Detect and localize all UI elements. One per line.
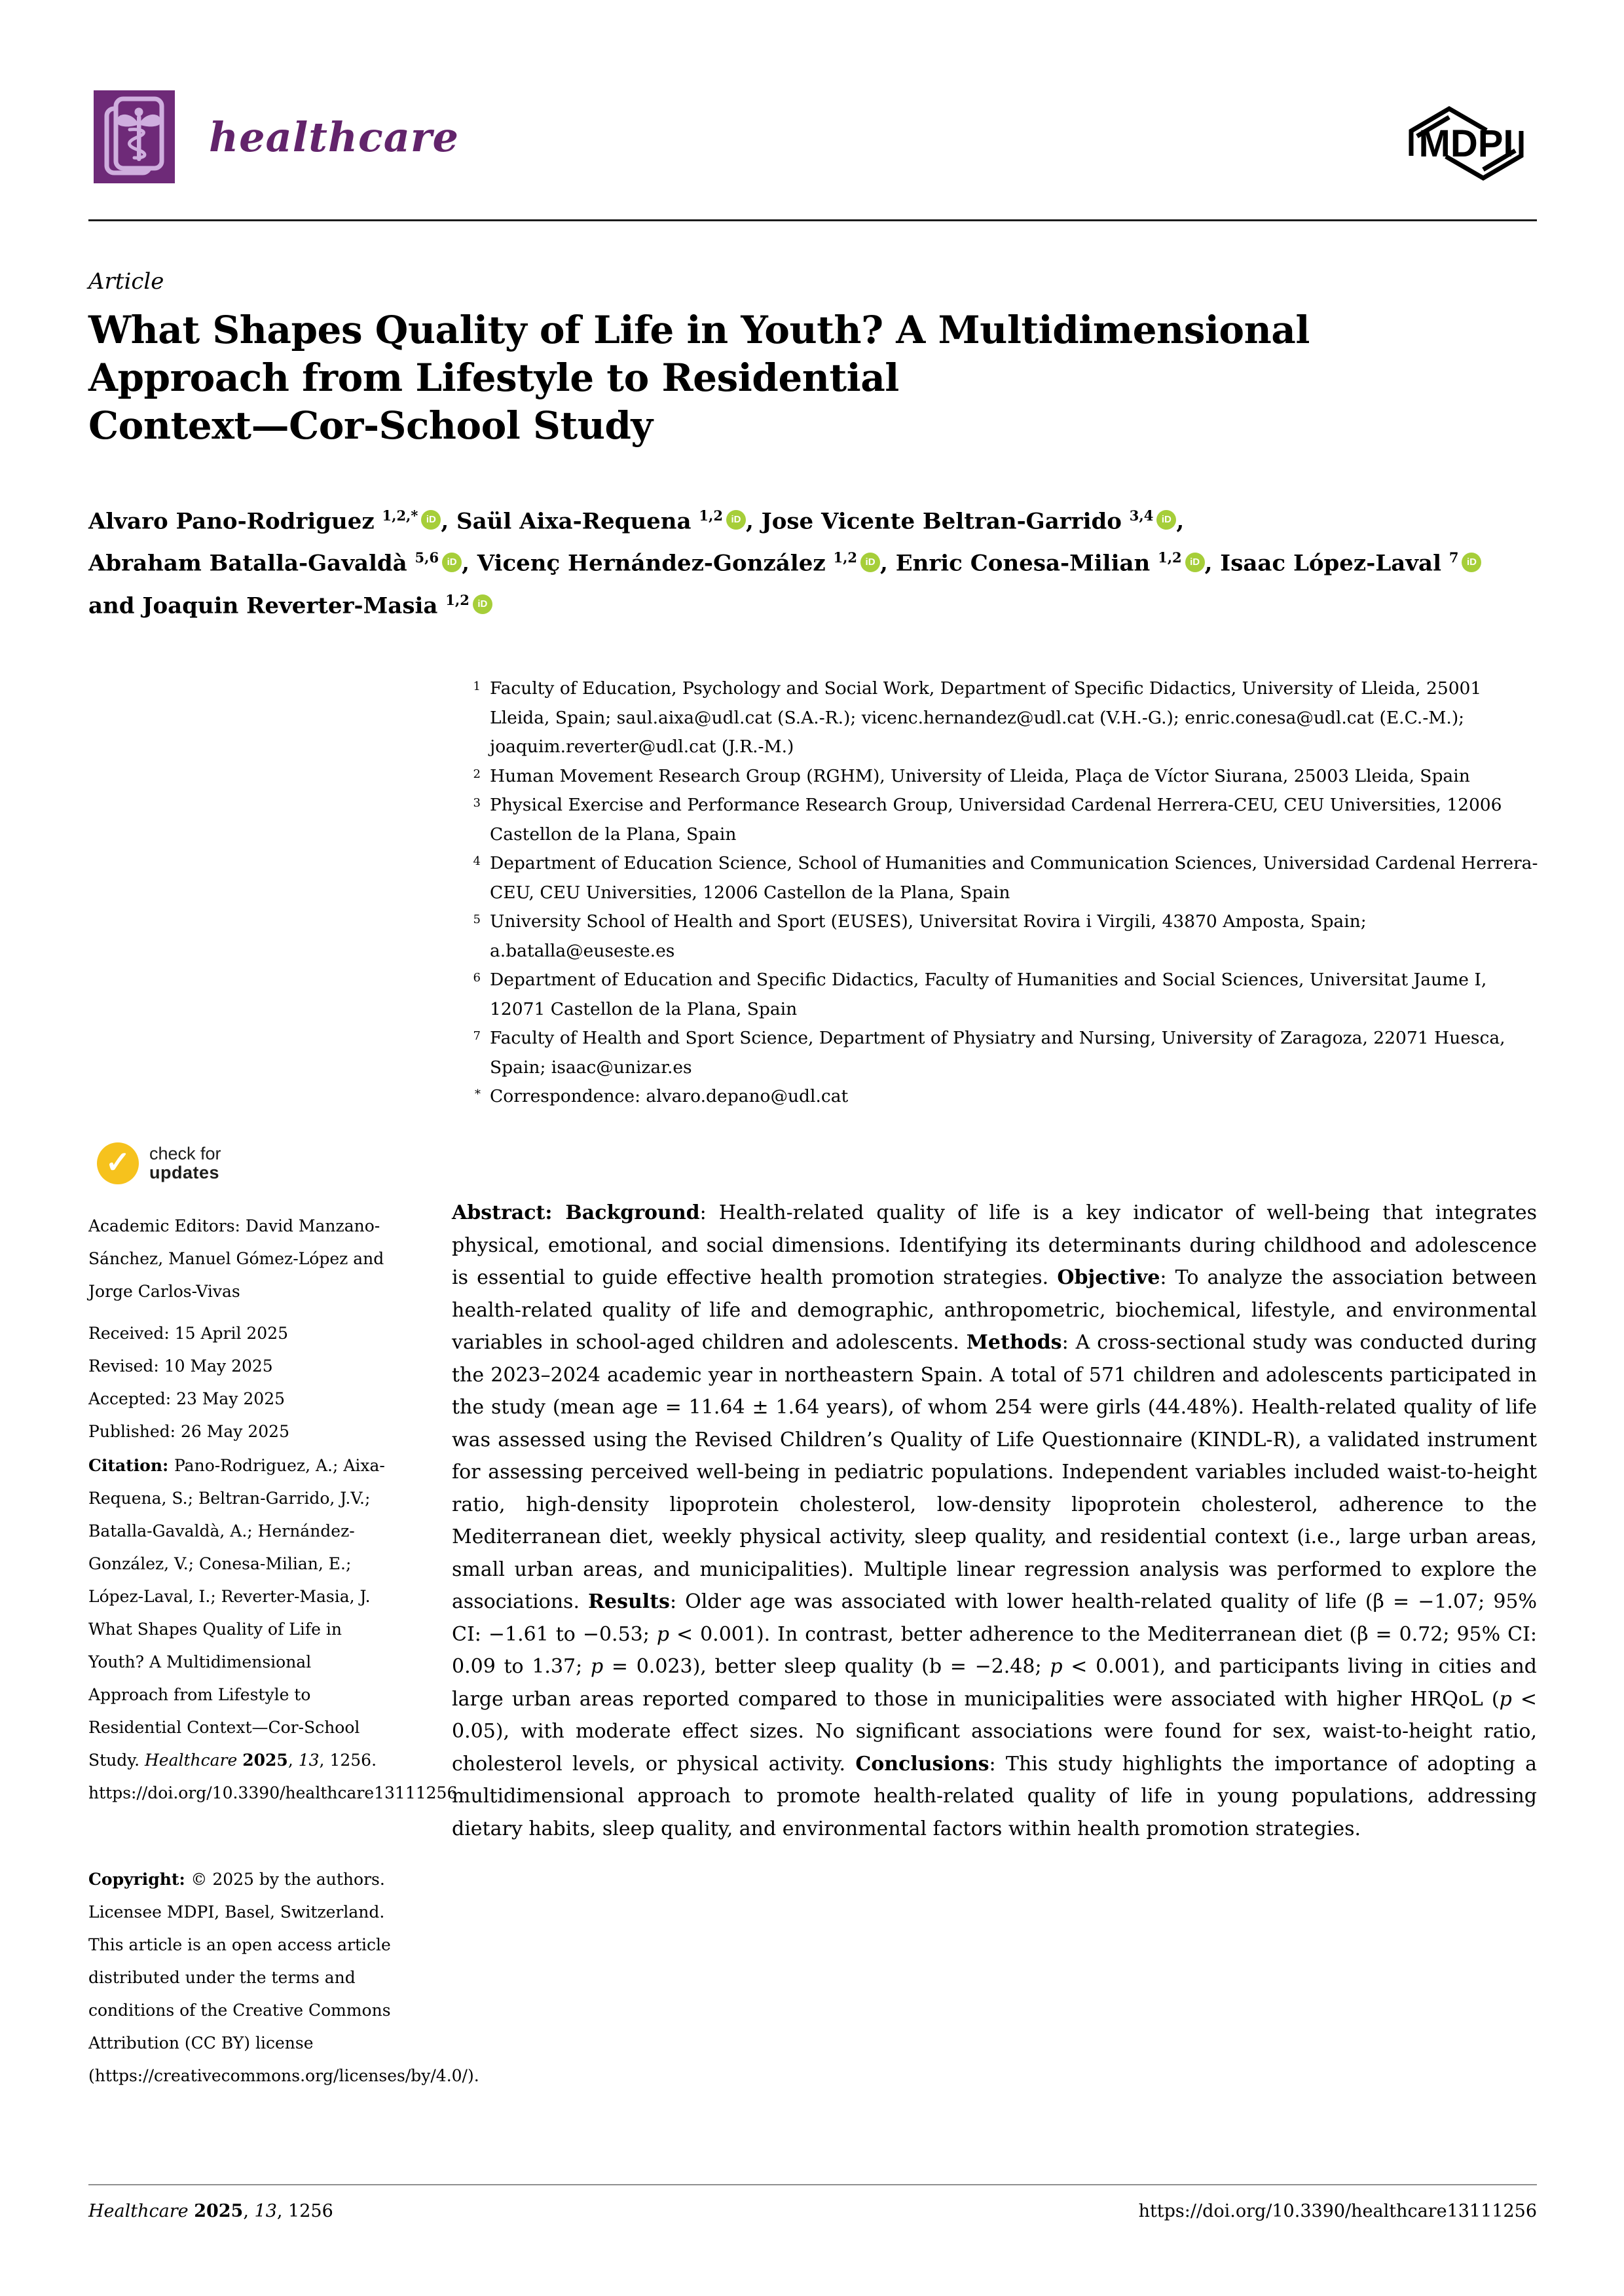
text-segment: © 2025 by the authors. Licensee MDPI, Basel, Switzerland. This article is an open access article distributed under the terms and conditions of the Creative Commons Attribution (CC BY) license (https://creativecommons.org/licenses/by/4.0/). <box>88 1870 479 2085</box>
correspondence-note <box>452 1082 1539 1112</box>
mdpi-logo <box>1407 103 1526 186</box>
svg-text:MDPI: MDPI <box>1418 122 1514 165</box>
text-segment: Results <box>588 1590 670 1613</box>
orcid-icon[interactable]: iD <box>1462 553 1481 572</box>
mdpi-hexagon-icon <box>1407 103 1526 183</box>
affiliation-number: 1 <box>473 680 481 693</box>
text-segment: : A cross-sectional study was conducted during the 2023–2024 academic year in northeastern Spain. A total of 571 children and adolescents participated in the study (mean age = 11.64 ± 1.64 years), of whom 254 were girls (44.48%). Health-related quality of life was assessed using the Revised Children’s Quality of Life Questionnaire (KINDL-R), a validated instrument for assessing perceived well-being in pediatric populations. Independent variables included waist-to-height ratio, high-density lipoprotein cholesterol, low-density lipoprotein cholesterol, adherence to the Mediterranean diet, weekly physical activity, sleep quality, and residential context (i.e., large urban areas, small urban areas, and municipalities). Multiple linear regression analysis was performed to explore the associations. <box>452 1331 1537 1613</box>
orcid-icon[interactable]: iD <box>473 594 492 614</box>
affiliation-number: 4 <box>473 854 481 868</box>
text-segment: < 0.001), and participants living in cities and large urban areas reported compared to those in municipalities were associated with higher HRQoL ( <box>452 1655 1537 1711</box>
text-segment: < 0.05), with moderate effect sizes. No significant associations were found for sex, waist-to-height ratio, cholesterol levels, or physical activity. <box>452 1687 1537 1776</box>
check-icon: ✓ <box>97 1142 139 1184</box>
text-segment: , Enric Conesa-Milian <box>880 550 1158 577</box>
title-line-1: What Shapes Quality of Life in Youth? A Multidimensional <box>88 308 1310 352</box>
text-segment: : To analyze the association between health-related quality of life and demographic, anthropometric, biochemical, lifestyle, and environmental variables in school-aged children and adolescents. <box>452 1266 1537 1354</box>
orcid-icon[interactable]: iD <box>421 510 441 530</box>
authors-line <box>88 498 1516 539</box>
text-segment: , Isaac López-Laval <box>1204 550 1449 577</box>
text-segment: 13 <box>254 2201 277 2221</box>
affiliation-text: Physical Exercise and Performance Research Group, Universidad Cardenal Herrera-CEU, CEU Universities, 12006 Castellon de la Plana, Spain <box>490 795 1502 845</box>
text-segment: : This study highlights the importance of adopting a multidimensional approach to promote health-related quality of life in young populations, addressing dietary habits, sleep quality, and environmental factors within health promotion strategies. <box>452 1752 1537 1840</box>
text-segment: , 1256. https://doi.org/10.3390/healthcare13111256 <box>88 1751 458 1802</box>
text-segment: 1,2 <box>833 549 858 566</box>
affiliation-item <box>452 849 1539 907</box>
authors-line <box>88 582 1516 624</box>
affiliation-item <box>452 966 1539 1024</box>
header-rule <box>88 219 1537 221</box>
text-segment: = 0.023), better sleep quality (b = −2.48; <box>603 1655 1050 1678</box>
text-segment: , 1256 <box>276 2201 333 2221</box>
text-segment: 1,2 <box>699 507 723 524</box>
text-segment: p <box>590 1655 604 1678</box>
text-segment: Citation: <box>88 1456 174 1475</box>
badge-line-2: updates <box>149 1163 220 1182</box>
affiliation-text: Faculty of Health and Sport Science, Department of Physiatry and Nursing, University of Zaragoza, 22071 Huesca, Spain; isaac@unizar.es <box>490 1028 1505 1078</box>
orcid-icon[interactable]: iD <box>442 553 462 572</box>
healthcare-journal-icon <box>94 90 175 183</box>
page-title <box>88 306 1503 450</box>
affiliation-item <box>452 907 1539 966</box>
text-segment: : Health-related quality of life is a key indicator of well-being that integrates physical, emotional, and social dimensions. Identifying its determinants during childhood and adolescence is essential to guide effective health promotion strategies. <box>452 1201 1537 1289</box>
text-segment: , <box>243 2201 255 2221</box>
published-date: Published: 26 May 2025 <box>88 1422 289 1441</box>
affiliation-item <box>452 791 1539 849</box>
accepted-date: Accepted: 23 May 2025 <box>88 1389 286 1408</box>
text-segment: , Saül Aixa-Requena <box>441 508 699 535</box>
text-segment: 1,2,* <box>382 507 418 524</box>
affiliation-item <box>452 762 1539 792</box>
badge-line-1: check for <box>149 1144 221 1163</box>
affiliation-text: Human Movement Research Group (RGHM), University of Lleida, Plaça de Víctor Siurana, 25003 Lleida, Spain <box>490 765 1470 786</box>
orcid-icon[interactable]: iD <box>860 553 880 572</box>
text-segment: Methods <box>966 1331 1062 1354</box>
text-segment: 2025 <box>242 1751 288 1770</box>
affiliation-text: University School of Health and Sport (EUSES), Universitat Rovira i Virgili, 43870 Amposta, Spain; a.batalla@euseste.es <box>490 911 1367 961</box>
check-for-updates-badge[interactable] <box>97 1142 221 1184</box>
text-segment: 7 <box>1449 549 1459 566</box>
text-segment: < 0.001). In contrast, better adherence to the Mediterranean diet (β = 0.72; 95% CI: 0.09 to 1.37; <box>452 1622 1537 1678</box>
text-segment: 5,6 <box>415 549 439 566</box>
text-segment: Abraham Batalla-Gavaldà <box>88 550 415 577</box>
academic-editors: Academic Editors: David Manzano-Sánchez, Manuel Gómez-López and Jorge Carlos-Vivas <box>88 1216 384 1301</box>
authors-line <box>88 539 1516 581</box>
citation-note <box>88 1449 458 1810</box>
text-segment: p <box>1499 1687 1512 1711</box>
title-line-3: Context—Cor-School Study <box>88 403 653 448</box>
text-segment: Abstract: Background <box>452 1201 700 1224</box>
affiliation-number: 2 <box>473 767 481 781</box>
text-segment: Copyright: <box>88 1870 191 1889</box>
affiliation-text: Correspondence: alvaro.depano@udl.cat <box>490 1086 849 1106</box>
journal-logo <box>94 90 459 183</box>
footer-rule <box>88 2184 1537 2185</box>
affiliation-number: 7 <box>473 1029 481 1043</box>
text-segment: Pano-Rodriguez, A.; Aixa-Requena, S.; Beltran-Garrido, J.V.; Batalla-Gavaldà, A.; Hernández-González, V.; Conesa-Milian, E.; López-Laval, I.; Reverter-Masia, J. What Shapes Quality of Life in Youth? A Multidimensional Approach from Lifestyle to Residential Context—Cor-School Study. <box>88 1456 385 1770</box>
journal-wordmark: healthcare <box>209 113 459 161</box>
text-segment: Healthcare <box>144 1751 243 1770</box>
text-segment: 1,2 <box>445 591 470 608</box>
affiliation-text: Department of Education and Specific Didactics, Faculty of Humanities and Social Sciences, Universitat Jaume I, 12071 Castellon de la Plana, Spain <box>490 970 1487 1019</box>
text-segment: p <box>656 1622 670 1646</box>
text-segment: : Older age was associated with lower health-related quality of life (β = −1.07; 95% CI: −1.61 to −0.53; <box>452 1590 1537 1646</box>
text-segment: Healthcare <box>88 2201 194 2221</box>
text-segment: 2025 <box>194 2201 244 2221</box>
affiliation-number: 6 <box>473 971 481 985</box>
authors-block <box>88 498 1516 624</box>
affiliation-item <box>452 674 1539 762</box>
check-for-updates-label <box>149 1144 221 1182</box>
text-segment: 13 <box>298 1751 320 1770</box>
text-segment: and Joaquin Reverter-Masia <box>88 592 446 619</box>
title-line-2: Approach from Lifestyle to Residential <box>88 355 899 400</box>
copyright-note <box>88 1863 479 2092</box>
affiliation-text: Faculty of Education, Psychology and Social Work, Department of Specific Didactics, University of Lleida, 25001 Lleida, Spain; saul.aixa@udl.cat (S.A.-R.); vicenc.hernandez@udl.cat (V.H.-G.); enric.conesa@udl.cat (E.C.-M.); joaquim.reverter@udl.cat (J.R.-M.) <box>490 678 1482 757</box>
text-segment: , Vicenç Hernández-González <box>462 550 834 577</box>
text-segment: p <box>1050 1655 1063 1678</box>
text-segment: 3,4 <box>1129 507 1154 524</box>
text-segment: Alvaro Pano-Rodriguez <box>88 508 382 535</box>
text-segment: , <box>287 1751 299 1770</box>
affiliation-number: 3 <box>473 796 481 810</box>
revised-date: Revised: 10 May 2025 <box>88 1357 273 1376</box>
footer-doi-link[interactable]: https://doi.org/10.3390/healthcare13111256 <box>1138 2201 1537 2221</box>
orcid-icon[interactable]: iD <box>1156 510 1176 530</box>
affiliation-text: Department of Education Science, School of Humanities and Communication Sciences, Universidad Cardenal Herrera-CEU, CEU Universities, 12006 Castellon de la Plana, Spain <box>490 853 1538 903</box>
text-segment: , Jose Vicente Beltran-Garrido <box>745 508 1130 535</box>
orcid-icon[interactable]: iD <box>726 510 746 530</box>
text-segment: , <box>1176 508 1185 535</box>
abstract <box>452 1197 1537 1845</box>
text-segment: Objective <box>1057 1266 1160 1289</box>
text-segment: 1,2 <box>1158 549 1182 566</box>
affiliation-item <box>452 1024 1539 1082</box>
article-history <box>88 1317 393 1448</box>
affiliation-number: * <box>475 1087 481 1101</box>
affiliations-list <box>452 674 1539 1112</box>
affiliation-number: 5 <box>473 913 481 926</box>
text-segment: Conclusions <box>855 1752 989 1776</box>
orcid-icon[interactable]: iD <box>1185 553 1205 572</box>
received-date: Received: 15 April 2025 <box>88 1324 289 1343</box>
article-type-label: Article <box>88 268 164 295</box>
